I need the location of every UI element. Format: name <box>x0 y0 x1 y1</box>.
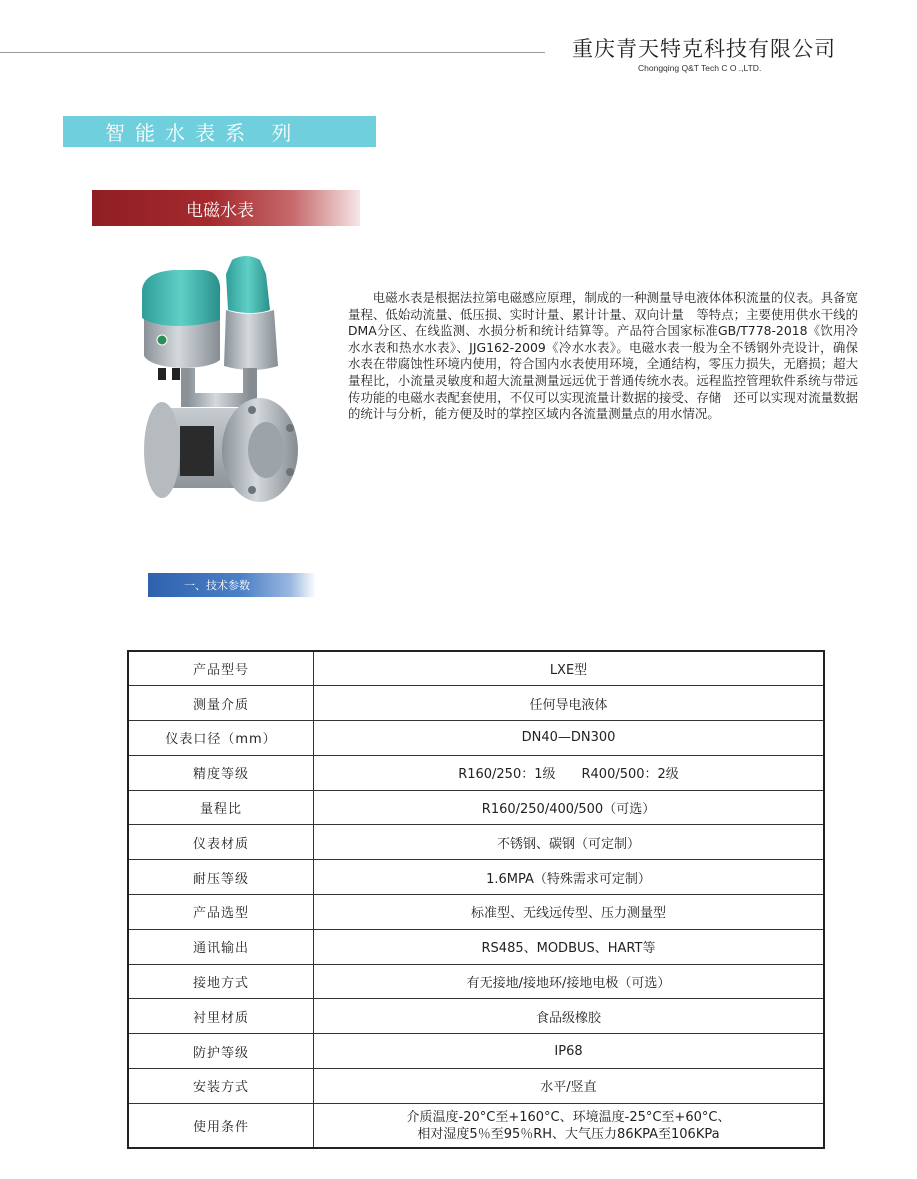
spec-value: RS485、MODBUS、HART等 <box>314 929 825 964</box>
spec-label: 耐压等级 <box>128 860 314 895</box>
spec-label: 精度等级 <box>128 755 314 790</box>
section-tab-tech-params <box>148 573 316 597</box>
table-row <box>128 1103 824 1148</box>
spec-value: 标准型、无线远传型、压力测量型 <box>314 895 825 930</box>
spec-label: 量程比 <box>128 790 314 825</box>
series-title: 智能水表系 列 <box>105 121 302 145</box>
spec-value: 不锈钢、碳钢（可定制） <box>314 825 825 860</box>
spec-value-line: 介质温度-20°C至+160°C、环境温度-25°C至+60°C、 <box>406 1109 731 1125</box>
spec-value: R160/250/400/500（可选） <box>314 790 825 825</box>
spec-value: IP68 <box>314 1034 825 1069</box>
spec-label: 产品型号 <box>128 651 314 686</box>
spec-value: DN40—DN300 <box>314 721 825 756</box>
company-name-cn: 重庆青天特克科技有限公司 <box>572 37 836 61</box>
table-row <box>128 825 824 860</box>
spec-label: 防护等级 <box>128 1034 314 1069</box>
series-banner <box>63 116 376 147</box>
table-row <box>128 1069 824 1104</box>
spec-value <box>314 1103 825 1148</box>
product-description <box>348 290 858 423</box>
table-row <box>128 721 824 756</box>
header-divider <box>0 52 545 53</box>
spec-label: 安装方式 <box>128 1069 314 1104</box>
company-name-en: Chongqing Q&T Tech C O .,LTD. <box>638 63 762 73</box>
spec-label: 通讯输出 <box>128 929 314 964</box>
description-text: 电磁水表是根据法拉第电磁感应原理，制成的一种测量导电液体体积流量的仪表。具备宽量程、低始动流量、低压损、实时计量、累计计量、双向计量 等特点；主要使用供水干线的DMA分区、在线监测、水损分析和统计结算等。产品符合国家标准GB/T778-2018《饮用冷水水表和热水水表》、JJG162-2009《冷水水表》。电磁水表一般为全不锈钢外壳设计，确保水表在带腐蚀性环境内使用，符合国内水表使用环境，全通结构，零压力损失，无磨损；超大量程比，小流量灵敏度和超大流量测量远远优于普通传统水表。远程监控管理软件系统与带远传功能的电磁水表配套使用，不仅可以实现流量计数据的接受、存储 还可以实现对流量数据的统计与分析，能方便及时的掌控区域内各流量测量点的用水情况。 <box>348 290 858 422</box>
table-row <box>128 999 824 1034</box>
water-meter-photo <box>140 250 310 515</box>
table-row <box>128 860 824 895</box>
table-row <box>128 755 824 790</box>
spec-value: 有无接地/接地环/接地电极（可选） <box>314 964 825 999</box>
table-row <box>128 686 824 721</box>
table-row <box>128 651 824 686</box>
spec-value: R160/250：1级 R400/500：2级 <box>314 755 825 790</box>
spec-table <box>127 650 825 1149</box>
spec-label: 产品选型 <box>128 895 314 930</box>
section-tab-label: 一、技术参数 <box>184 579 250 592</box>
spec-label: 仪表口径（mm） <box>128 721 314 756</box>
spec-value: 食品级橡胶 <box>314 999 825 1034</box>
table-row <box>128 929 824 964</box>
spec-value: LXE型 <box>314 651 825 686</box>
spec-value: 1.6MPA（特殊需求可定制） <box>314 860 825 895</box>
spec-value-line: 相对湿度5％至95％RH、大气压力86KPA至106KPa <box>417 1126 720 1142</box>
spec-label: 仪表材质 <box>128 825 314 860</box>
product-banner <box>92 190 360 226</box>
spec-value: 任何导电液体 <box>314 686 825 721</box>
table-row <box>128 895 824 930</box>
spec-label: 衬里材质 <box>128 999 314 1034</box>
spec-value: 水平/竖直 <box>314 1069 825 1104</box>
spec-label: 接地方式 <box>128 964 314 999</box>
product-title: 电磁水表 <box>186 200 254 221</box>
spec-label: 使用条件 <box>128 1103 314 1148</box>
table-row <box>128 964 824 999</box>
spec-label: 测量介质 <box>128 686 314 721</box>
table-row <box>128 1034 824 1069</box>
table-row <box>128 790 824 825</box>
